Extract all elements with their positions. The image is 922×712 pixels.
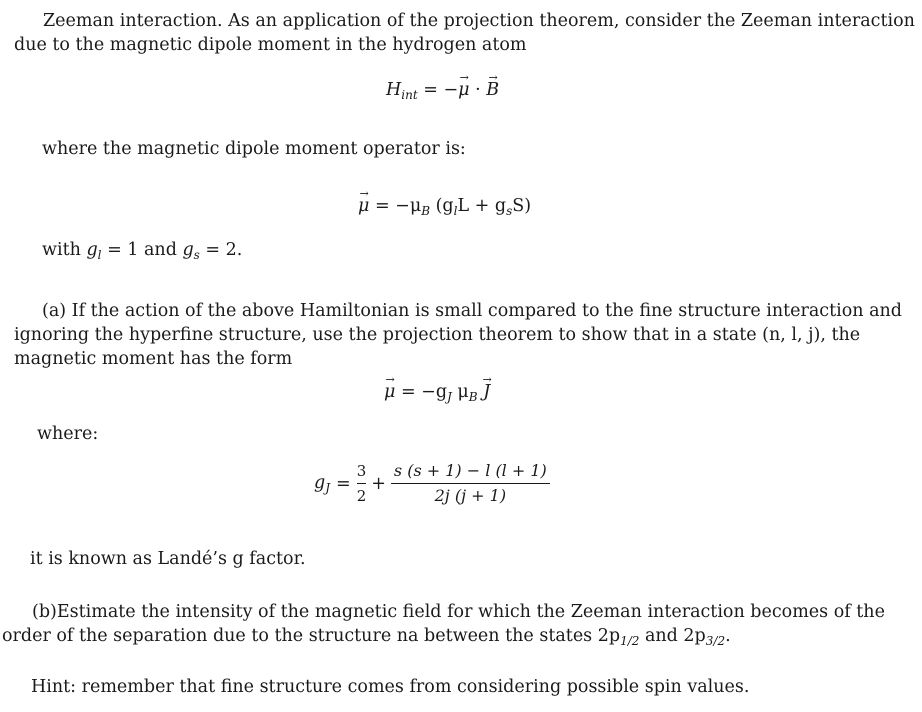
sub-l: l [453, 204, 458, 218]
plus: + [371, 473, 386, 494]
sub-s: s [193, 248, 200, 262]
mu-vector: → μ [358, 196, 369, 216]
eq-part: S) [512, 196, 532, 216]
mu-equation [358, 196, 531, 218]
eq-part: = −g [395, 382, 448, 402]
sub-b: B [468, 390, 478, 404]
with-line [42, 240, 242, 262]
eq-part: L + g [457, 196, 507, 216]
text: = 1 and [101, 240, 183, 260]
equals: = [336, 473, 351, 494]
denominator: 2j (j + 1) [434, 486, 507, 505]
numerator: 3 [356, 462, 367, 480]
eq-part: μ [451, 382, 469, 402]
eq-part: (g [430, 196, 454, 216]
sub-j: J [447, 390, 452, 404]
part-b-line-1: (b)Estimate the intensity of the magnetic field for which the Zeeman interaction becomes of the [32, 602, 885, 622]
sub-l: l [97, 248, 102, 262]
numerator: s (s + 1) − l (l + 1) [393, 461, 547, 480]
sub-three-half: 3/2 [705, 634, 726, 648]
lande-factor-text: it is known as Landé’s g factor. [30, 549, 306, 569]
part-a-line-3: magnetic moment has the form [14, 349, 293, 369]
b-vector: → B [486, 80, 499, 100]
dot-operator: · [469, 80, 487, 100]
part-b-line-2 [2, 624, 922, 653]
sub-s: s [506, 204, 513, 218]
mu-gj-equation [384, 382, 490, 404]
gj-symbol [314, 473, 330, 495]
text: and 2p [639, 626, 706, 646]
g-symbol: g [182, 240, 194, 260]
j-vector: → J [483, 382, 490, 402]
lande-equation [314, 460, 550, 507]
g-symbol: g [314, 472, 326, 493]
equals-minus: = − [423, 80, 459, 100]
intro-line-2: due to the magnetic dipole moment in the hydrogen atom [14, 35, 527, 55]
hamiltonian-equation [386, 80, 499, 102]
g-symbol: g [86, 240, 98, 260]
text: order of the separation due to the structure na between the states 2p [2, 626, 621, 646]
intro-paragraph [14, 9, 914, 57]
mu-vector: → μ [458, 80, 469, 100]
text: . [725, 626, 731, 646]
h-symbol: H [386, 80, 402, 100]
fraction-spin-orbit [391, 460, 550, 507]
part-b-paragraph [2, 600, 922, 653]
hint-text: Hint: remember that fine structure comes from considering possible spin values. [31, 677, 750, 697]
part-a-paragraph [14, 299, 914, 371]
sub-j: J [325, 480, 331, 495]
int-subscript: int [401, 88, 418, 102]
part-a-line-1: (a) If the action of the above Hamiltonian is small compared to the fine structure interaction and [42, 301, 902, 321]
fraction-bar [391, 483, 550, 484]
mu-vector: → μ [384, 382, 395, 402]
where-dipole-text: where the magnetic dipole moment operator is: [42, 139, 466, 159]
sub-b: B [421, 204, 431, 218]
part-a-line-2: ignoring the hyperfine structure, use the projection theorem to show that in a state (n, l, j), the [14, 325, 861, 345]
fraction-three-halves [357, 460, 367, 507]
eq-part: = −μ [369, 196, 422, 216]
sub-half: 1/2 [620, 634, 640, 648]
text: = 2. [199, 240, 243, 260]
text: with [42, 240, 87, 260]
intro-line-1: Zeeman interaction. As an application of the projection theorem, consider the Zeeman interaction [43, 11, 915, 31]
denominator: 2 [356, 487, 367, 505]
where-label: where: [37, 424, 99, 444]
fraction-bar [357, 483, 367, 484]
